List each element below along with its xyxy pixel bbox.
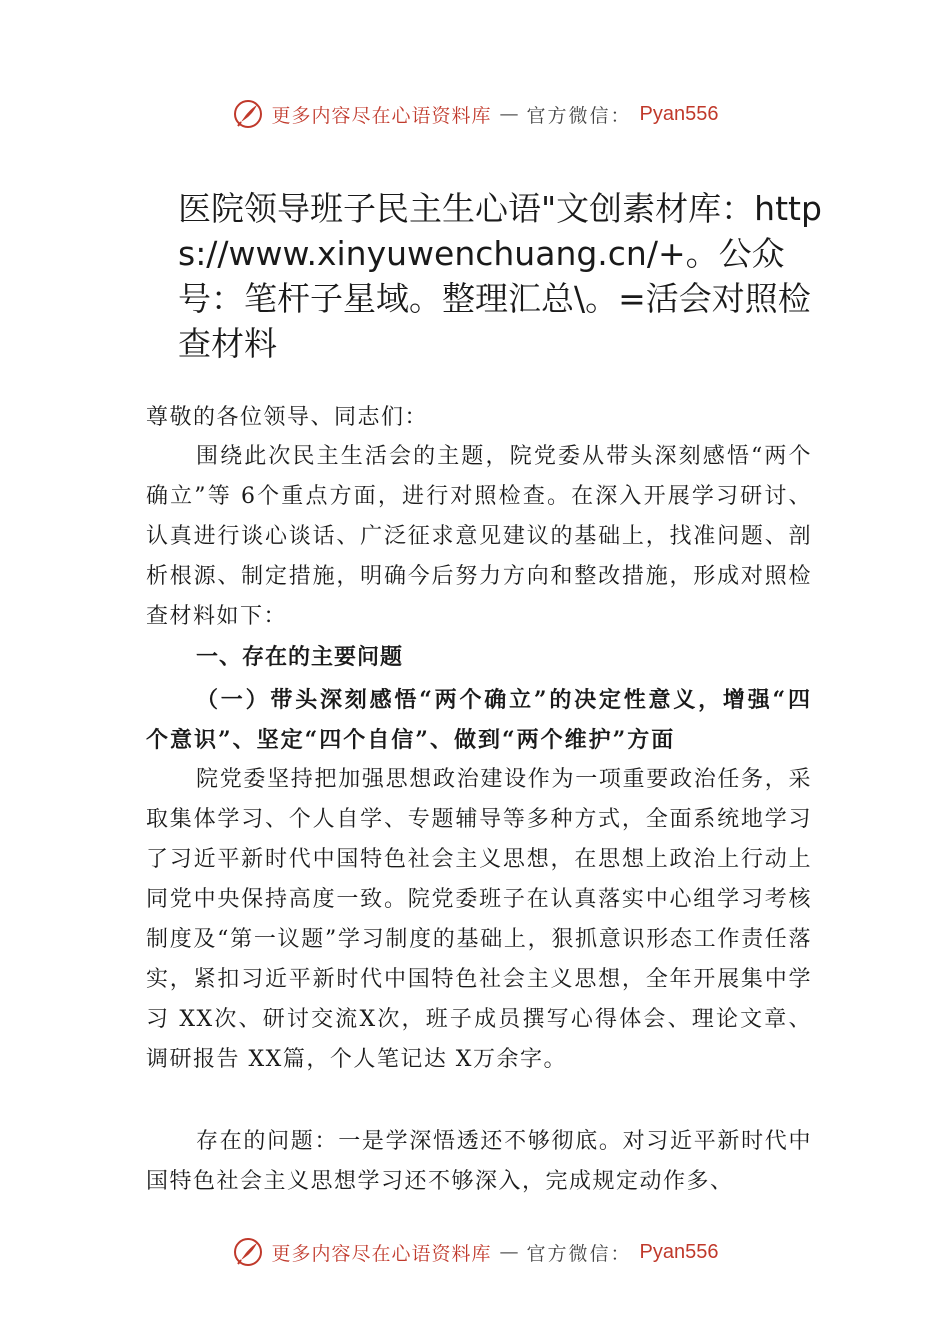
feather-pen-logo-icon	[232, 98, 264, 130]
watermark-banner-top	[0, 94, 950, 134]
salutation: 尊敬的各位领导、同志们：	[146, 405, 429, 430]
watermark-wechat-label: 官方微信：	[526, 1242, 632, 1265]
feather-pen-logo-icon	[232, 1236, 264, 1268]
watermark-dash: —	[499, 1241, 519, 1263]
watermark-handle: Pyan556	[639, 1240, 719, 1263]
watermark-handle: Pyan556	[639, 102, 719, 125]
body-paragraph: 院党委坚持把加强思想政治建设作为一项重要政治任务，采取集体学习、个人自学、专题辅导等多种方式，全面系统地学习了习近平新时代中国特色社会主义思想，在思想上政治上行动上同党中央保持高度一致。院党委班子在认真落实中心组学习考核制度及“第一议题”学习制度的基础上，狠抓意识形态工作责任落实，紧扣习近平新时代中国特色社会主义思想，全年开展集中学习 XX次、研讨交流X次，班子成员撰写心得体会、理论文章、调研报告 XX篇，个人笔记达 X万余字。	[146, 767, 812, 1072]
section-heading: 一、存在的主要问题	[196, 645, 404, 670]
watermark-wechat-label: 官方微信：	[526, 104, 632, 127]
subsection-heading: （一）带头深刻感悟“两个确立”的决定性意义，增强“四个意识”、坚定“四个自信”、做到“两个维护”方面	[146, 687, 812, 753]
document-title: 医院领导班子民主生心语"文创素材库：https://www.xinyuwenchuang.cn/+。公众号：笔杆子星域。整理汇总\。=活会对照检查材料	[178, 189, 822, 363]
watermark-brand: 更多内容尽在心语资料库	[271, 1242, 492, 1265]
watermark-dash: —	[499, 103, 519, 125]
intro-paragraph: 围绕此次民主生活会的主题，院党委从带头深刻感悟“两个确立”等 6个重点方面，进行对照检查。在深入开展学习研讨、认真进行谈心谈话、广泛征求意见建议的基础上，找准问题、剖析根源、制定措施，明确今后努力方向和整改措施，形成对照检查材料如下：	[146, 444, 812, 629]
problems-paragraph: 存在的问题：一是学深悟透还不够彻底。对习近平新时代中国特色社会主义思想学习还不够深入，完成规定动作多、	[146, 1129, 812, 1194]
watermark-brand: 更多内容尽在心语资料库	[271, 104, 492, 127]
watermark-banner-bottom	[0, 1232, 950, 1272]
